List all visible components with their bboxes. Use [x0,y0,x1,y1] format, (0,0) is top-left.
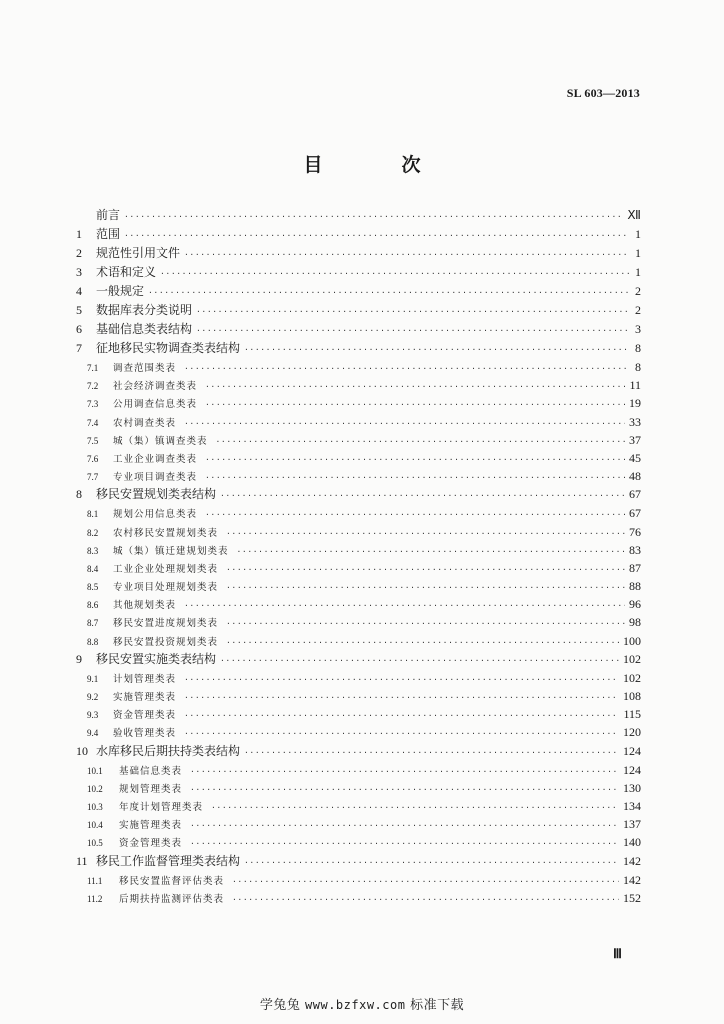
toc-entry-page: 1 [635,227,641,241]
toc-entry-page: 124 [623,762,641,777]
toc-entry-number: 7.4 [87,417,99,428]
toc-entry-title: 征地移民实物调查类表结构 [96,341,241,355]
toc-entry[interactable] [76,282,641,301]
toc-entry-page: 2 [635,284,641,298]
toc-entry-number: 8.2 [87,527,99,538]
toc-entry-number: 10.5 [87,838,103,849]
toc-entry-title: 专业项目处理规划类表 [113,582,219,594]
toc-entry[interactable] [76,595,641,613]
toc-entry-number: 8.3 [87,545,99,556]
toc-entry-title: 术语和定义 [96,265,157,279]
toc-leader-dots [226,615,625,633]
toc-leader-dots [232,891,619,909]
toc-entry[interactable] [76,301,641,320]
toc-entry[interactable] [76,705,641,723]
toc-entry[interactable] [76,225,641,244]
toc-leader-dots [226,525,625,543]
toc-leader-dots [184,597,625,615]
toc-leader-dots [184,671,619,689]
toc-entry-title: 农村调查类表 [113,417,177,429]
toc-entry[interactable] [76,559,641,577]
page-number: Ⅲ [613,946,622,961]
toc-entry-number: 8.8 [87,636,99,647]
toc-entry-page: 67 [629,506,641,521]
toc-leader-dots [184,415,625,433]
toc-entry-page: 8 [635,341,641,355]
toc-entry[interactable] [76,523,641,541]
toc-entry-title: 农村移民安置规划类表 [113,527,219,539]
toc-entry-page: 120 [623,725,641,740]
toc-entry-title: 前言 [96,208,121,222]
toc-leader-dots [196,302,629,321]
toc-entry-page: 152 [623,890,641,905]
toc-entry-number: 9.3 [87,710,99,721]
toc-entry[interactable] [76,485,641,504]
toc-entry[interactable] [76,467,641,485]
toc-entry[interactable] [76,320,641,339]
toc-entry-title: 移民工作监督管理类表结构 [96,853,241,868]
toc-leader-dots [226,579,625,597]
toc-leader-dots [184,360,629,378]
toc-entry-title: 调查范围类表 [113,363,177,374]
toc-entry[interactable] [76,394,641,412]
toc-entry[interactable] [76,779,641,797]
toc-entry[interactable] [76,669,641,687]
toc-entry-page: 100 [623,633,641,648]
toc-entry[interactable] [76,687,641,705]
toc-entry[interactable] [76,577,641,595]
toc-entry-number: 9.2 [87,692,99,702]
toc-entry-title: 实施管理类表 [113,692,177,703]
toc-leader-dots [124,226,629,245]
toc-entry-number: 8 [76,487,82,502]
toc-entry-number: 7.5 [87,435,99,446]
toc-entry-page: 37 [629,432,641,447]
toc-entry-number: 7.3 [87,399,99,410]
toc-entry-page: 108 [623,689,641,703]
standard-code: SL 603—2013 [566,86,640,100]
toc-entry-page: 83 [629,542,641,557]
toc-leader-dots [124,207,623,226]
toc-leader-dots [184,245,629,264]
toc-entry-number: 10.2 [87,783,103,794]
toc-entry-page: 88 [629,579,641,594]
toc-entry[interactable] [76,376,641,394]
toc-entry-number: 11 [76,853,88,868]
toc-entry-number: 10.3 [87,801,103,812]
table-of-contents [76,206,641,907]
toc-entry-number: 9.1 [87,673,99,684]
toc-entry-title: 专业项目调查类表 [113,472,198,484]
toc-entry[interactable] [76,449,641,467]
toc-entry-title: 年度计划管理类表 [119,801,204,813]
toc-entry-number: 10 [76,743,88,758]
toc-entry[interactable] [76,206,641,225]
toc-leader-dots [184,725,619,743]
toc-entry-page: 67 [629,487,641,502]
footer-tagline: 标准下载 [410,998,465,1013]
toc-leader-dots [190,781,619,799]
toc-entry[interactable] [76,852,641,871]
toc-entry-page: 98 [629,615,641,630]
toc-entry-title: 公用调查信息类表 [113,399,198,411]
toc-entry-page: 137 [623,817,641,832]
toc-entry-page: 1 [635,246,641,260]
toc-leader-dots [226,634,619,652]
toc-entry-number: 8.4 [87,563,99,574]
toc-entry-page: 11 [629,378,641,393]
toc-entry-title: 规范性引用文件 [96,246,181,260]
toc-entry-page: 124 [623,743,641,758]
toc-entry-page: 45 [629,450,641,465]
toc-leader-dots [226,561,625,579]
toc-entry[interactable] [76,650,641,669]
toc-entry-title: 移民安置实施类表结构 [96,651,217,666]
toc-entry-page: 76 [629,524,641,539]
toc-entry-number: 7.2 [87,381,99,392]
toc-entry[interactable] [76,541,641,559]
toc-entry-title: 移民安置进度规划类表 [113,618,219,630]
toc-entry[interactable] [76,815,641,833]
toc-leader-dots [244,853,619,872]
toc-leader-dots [205,378,625,396]
toc-entry[interactable] [76,632,641,650]
toc-entry-number: 9 [76,651,82,666]
toc-entry-page: 140 [623,835,641,850]
toc-entry-title: 规划公用信息类表 [113,509,198,521]
toc-entry-page: 102 [623,670,641,685]
toc-entry-title: 水库移民后期扶持类表结构 [96,743,241,758]
toc-entry[interactable] [76,761,641,779]
toc-entry-title: 范围 [96,227,121,241]
toc-entry-title: 其他规划类表 [113,600,177,612]
toc-entry-title: 基础信息类表 [119,765,183,777]
toc-entry-title: 资金管理类表 [113,710,177,722]
toc-leader-dots [220,651,619,670]
toc-entry-number: 7.7 [87,472,99,483]
toc-entry-number: 8.5 [87,582,99,593]
toc-entry[interactable] [76,889,641,907]
toc-entry[interactable] [76,339,641,358]
toc-entry-page: 142 [623,853,641,868]
toc-entry-page: 19 [629,396,641,411]
toc-entry-number: 10.4 [87,820,103,831]
toc-entry-title: 移民安置监督评估类表 [119,875,225,887]
toc-entry-title: 社会经济调查类表 [113,381,198,393]
toc-leader-dots [190,763,619,781]
toc-entry-number: 11.1 [87,875,103,886]
toc-entry[interactable] [76,797,641,815]
toc-leader-dots [237,543,625,561]
toc-entry-number: 6 [76,322,82,336]
toc-entry[interactable] [76,431,641,449]
toc-leader-dots [220,486,625,505]
toc-leader-dots [205,396,625,414]
toc-entry-title: 资金管理类表 [119,838,183,850]
toc-entry-title: 移民安置规划类表结构 [96,487,217,502]
toc-entry-number: 9.4 [87,728,99,739]
toc-leader-dots [184,707,619,725]
toc-entry[interactable] [76,723,641,741]
toc-entry-title: 后期扶持监测评估类表 [119,893,225,905]
toc-leader-dots [196,321,629,340]
toc-entry-number: 7 [76,341,82,355]
toc-leader-dots [160,264,629,283]
toc-entry-page: 48 [629,469,641,484]
footer-url[interactable]: www.bzfxw.com [305,998,406,1012]
toc-leader-dots [148,283,629,302]
toc-entry[interactable] [76,413,641,431]
toc-entry-number: 8.7 [87,618,99,629]
toc-entry-title: 一般规定 [96,284,145,298]
toc-leader-dots [205,469,625,487]
toc-entry-page: 1 [635,265,641,279]
toc-entry-page: 142 [623,872,641,887]
toc-entry-number: 5 [76,303,82,317]
toc-entry-number: 8.6 [87,600,99,611]
toc-entry-page: 2 [635,303,641,317]
toc-leader-dots [244,340,629,359]
toc-entry[interactable] [76,504,641,522]
toc-entry-page: 33 [629,414,641,429]
toc-leader-dots [190,817,619,835]
toc-entry-page: 3 [635,322,641,336]
toc-leader-dots [190,835,619,853]
toc-leader-dots [232,873,619,891]
toc-leader-dots [211,799,619,817]
toc-entry-title: 规划管理类表 [119,783,183,795]
toc-entry-title: 移民安置投资规划类表 [113,636,219,648]
toc-entry-title: 基础信息类表结构 [96,322,193,336]
toc-entry[interactable] [76,833,641,851]
toc-entry-number: 3 [76,265,82,279]
toc-entry[interactable] [76,244,641,263]
toc-entry-title: 验收管理类表 [113,728,177,740]
toc-entry-title: 工业企业处理规划类表 [113,563,219,575]
toc-entry-title: 工业企业调查类表 [113,453,198,465]
toc-entry-number: 1 [76,227,82,241]
toc-entry-page: 8 [635,360,641,374]
toc-entry-number: 10.1 [87,765,103,776]
toc-leader-dots [205,451,625,469]
page-title: 目 次 [303,154,451,176]
toc-entry-number: 7.1 [87,363,99,373]
toc-leader-dots [216,433,625,451]
footer-site-name: 学兔兔 [259,998,301,1013]
toc-leader-dots [205,506,625,524]
toc-entry[interactable] [76,742,641,761]
toc-entry-page: 130 [623,780,641,795]
toc-entry-number: 11.2 [87,893,103,904]
toc-entry-number: 2 [76,246,82,260]
toc-entry[interactable] [76,263,641,282]
toc-entry-number: 4 [76,284,82,298]
toc-entry-title: 城（集）镇迁建规划类表 [113,545,229,557]
toc-entry-page: 96 [629,597,641,612]
toc-entry-page: 134 [623,798,641,813]
toc-entry-page: Ⅻ [627,208,641,222]
toc-entry-number: 7.6 [87,453,99,464]
toc-entry[interactable] [76,358,641,376]
toc-entry-page: 102 [623,651,641,666]
toc-entry-title: 实施管理类表 [119,820,183,832]
toc-leader-dots [184,689,619,707]
toc-entry[interactable] [76,871,641,889]
toc-entry-title: 数据库表分类说明 [96,303,193,317]
toc-entry-number: 8.1 [87,509,99,520]
toc-entry-page: 87 [629,560,641,575]
toc-entry-title: 计划管理类表 [113,673,177,685]
footer [0,994,724,1013]
toc-entry-page: 115 [623,707,641,722]
toc-entry[interactable] [76,613,641,631]
toc-leader-dots [244,743,619,762]
toc-entry-title: 城（集）镇调查类表 [113,435,208,447]
